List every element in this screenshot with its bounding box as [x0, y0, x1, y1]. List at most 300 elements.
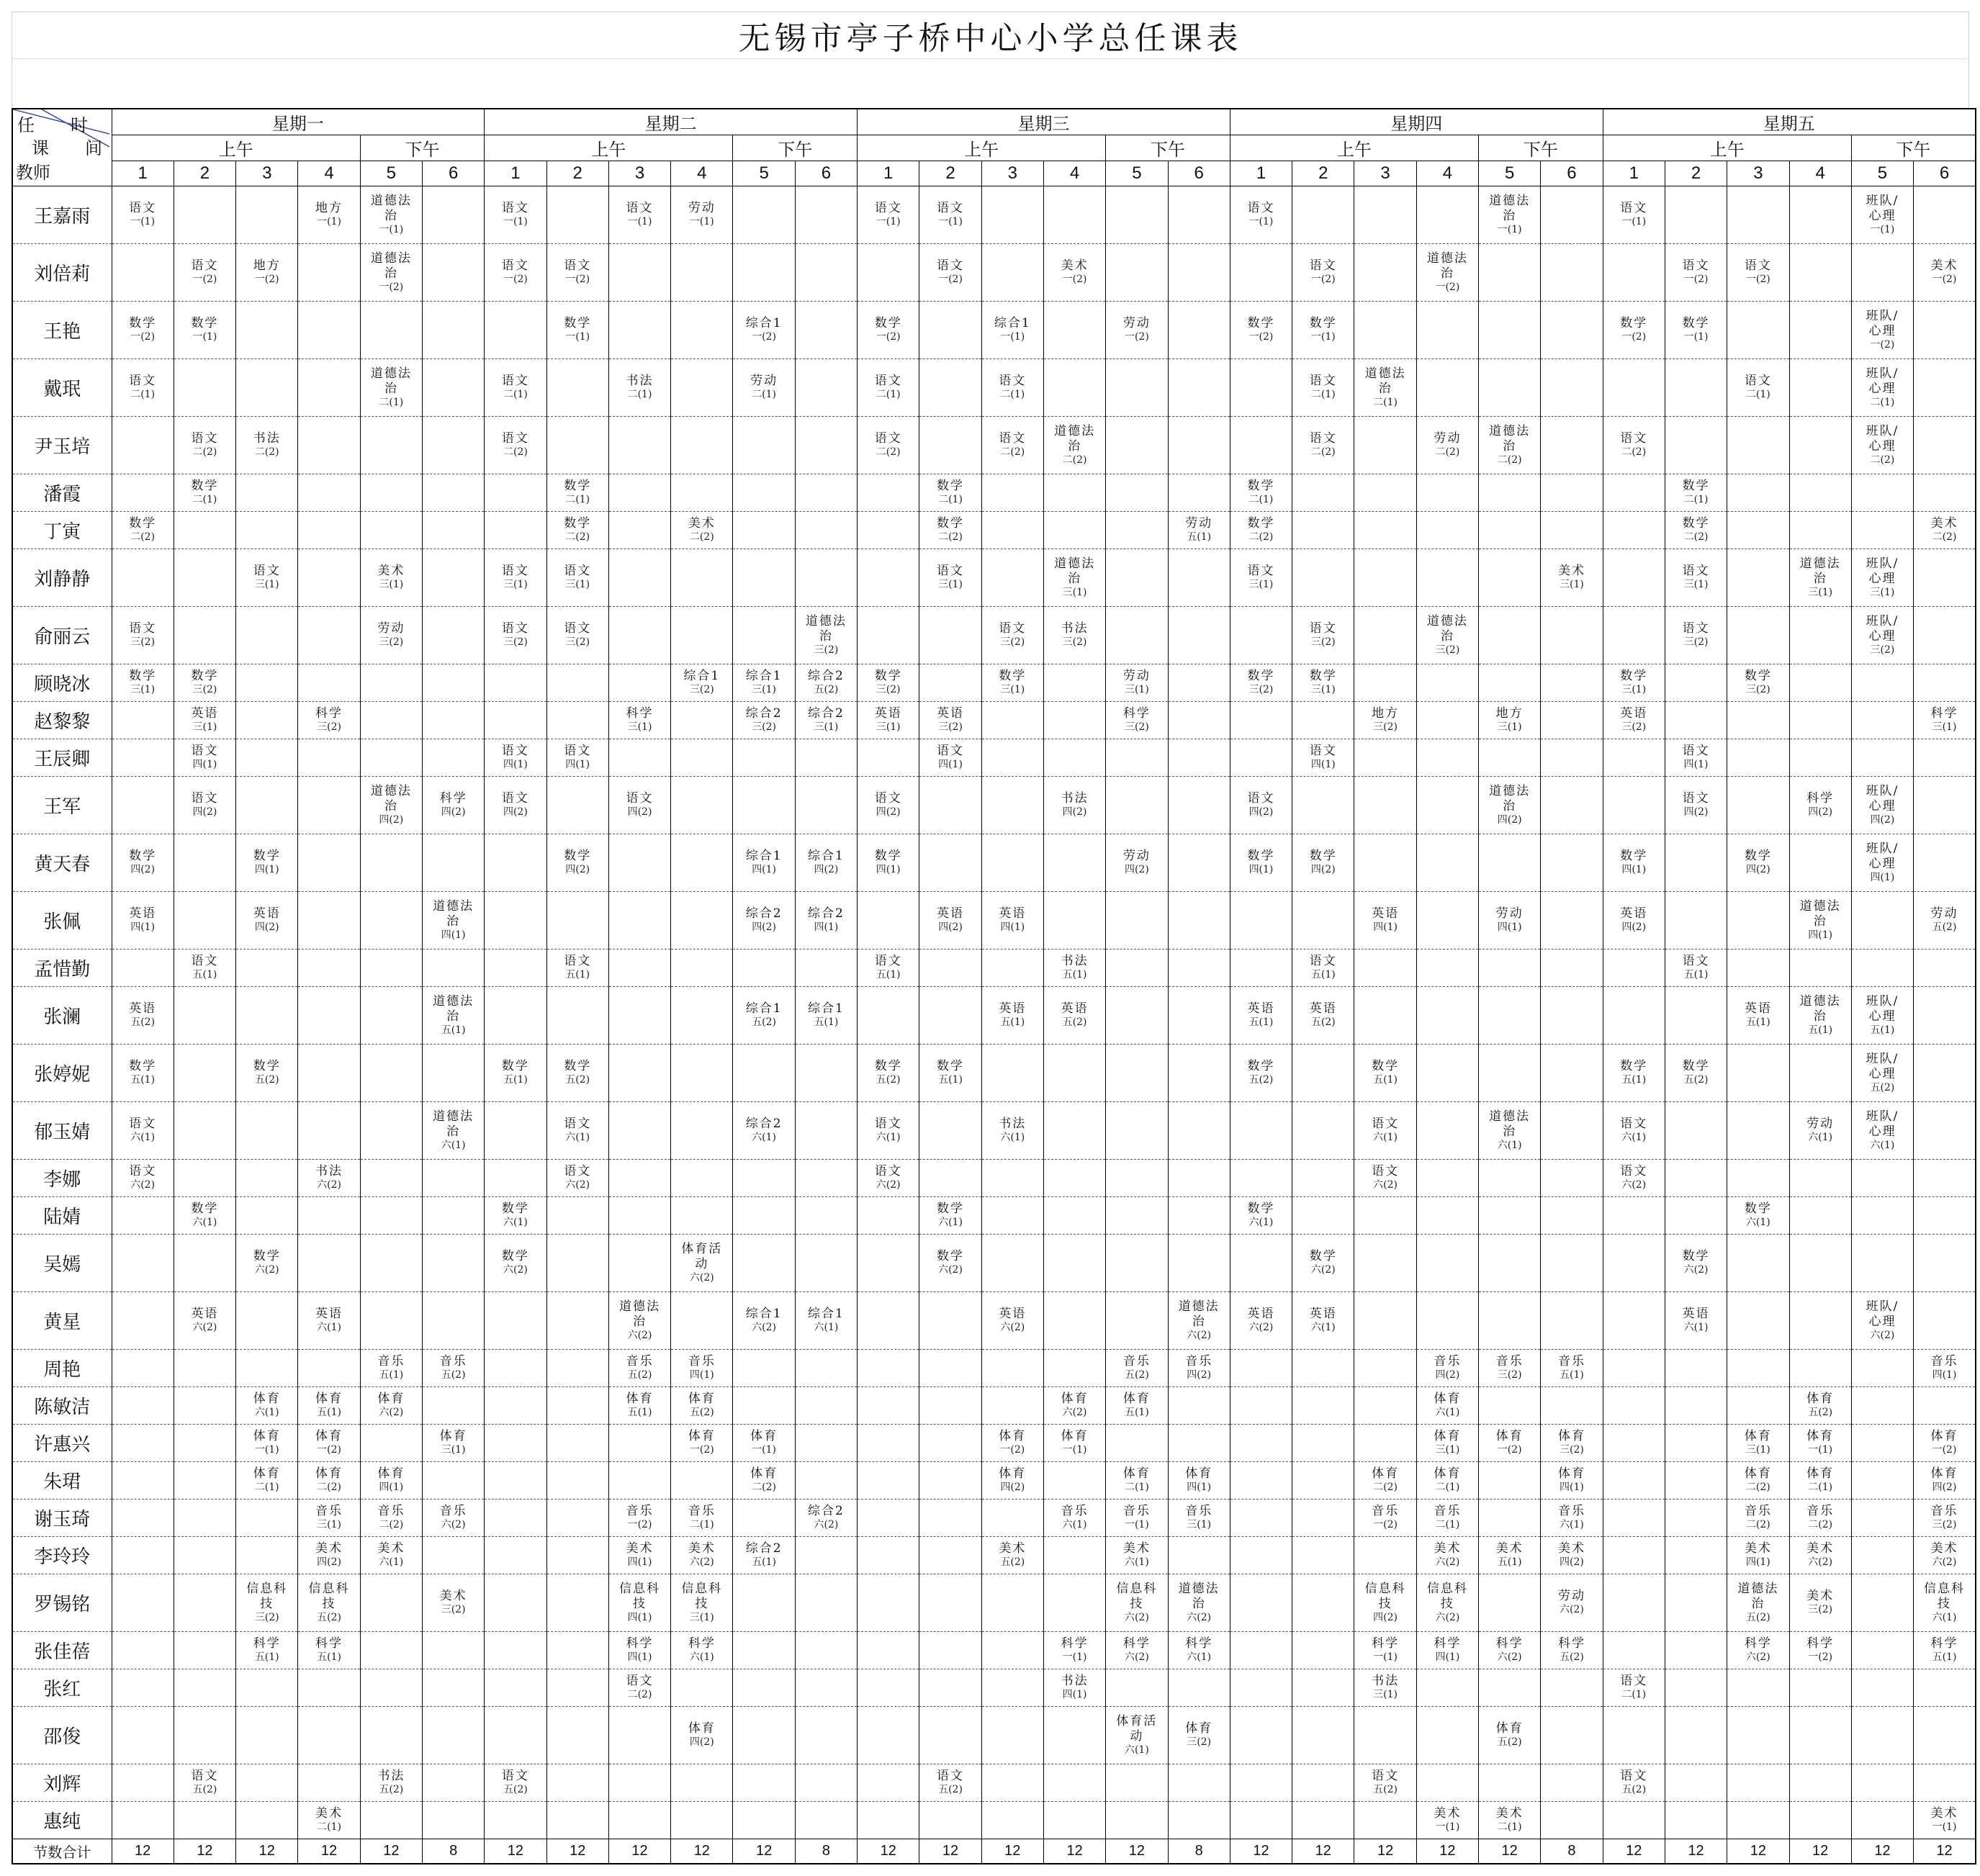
- schedule-cell: [1479, 417, 1541, 474]
- schedule-cell: [1914, 1045, 1976, 1102]
- schedule-cell: [422, 1292, 484, 1350]
- schedule-cell: [360, 1764, 422, 1802]
- schedule-cell: [546, 417, 608, 474]
- teacher-row: [12, 702, 1976, 739]
- schedule-cell: [1541, 1102, 1603, 1160]
- schedule-cell: [981, 1235, 1043, 1292]
- subject-label: 数学: [874, 1059, 902, 1074]
- total-cell: 12: [1230, 1839, 1292, 1864]
- schedule-cell: [1479, 702, 1541, 739]
- schedule-cell: [485, 1235, 546, 1292]
- class-label: 三(2): [192, 684, 217, 696]
- schedule-cell: [1416, 1160, 1478, 1197]
- schedule-cell: [733, 1537, 795, 1574]
- subject-label: 班队/: [1866, 308, 1899, 323]
- schedule-cell: [174, 1197, 235, 1235]
- subject-label: 数学: [1744, 849, 1772, 864]
- subject-label: 语文: [1372, 1117, 1400, 1132]
- class-label: 五(1): [1560, 1369, 1584, 1381]
- schedule-cell: [608, 474, 670, 512]
- schedule-cell: [1416, 549, 1478, 607]
- teacher-name: 罗锡铭: [12, 1574, 112, 1632]
- class-label: 四(2): [689, 1736, 714, 1749]
- schedule-cell: [733, 1707, 795, 1764]
- schedule-cell: [671, 1669, 733, 1707]
- schedule-cell: [485, 512, 546, 549]
- class-label: 三(1): [317, 1519, 341, 1531]
- teacher-row: [12, 834, 1976, 892]
- schedule-cell: [919, 302, 981, 359]
- schedule-cell: [112, 1102, 174, 1160]
- schedule-cell: [1043, 1350, 1105, 1387]
- schedule-cell: [1230, 1387, 1292, 1425]
- subject-label: 数学: [1620, 316, 1648, 331]
- subject-label: 数学: [874, 849, 902, 864]
- schedule-cell: [858, 777, 919, 834]
- schedule-cell: [298, 1462, 360, 1500]
- schedule-cell: [360, 1500, 422, 1537]
- class-label: 一(1): [317, 216, 341, 228]
- schedule-cell: [1541, 474, 1603, 512]
- schedule-cell: [112, 1387, 174, 1425]
- schedule-cell: [112, 1632, 174, 1669]
- schedule-cell: [1603, 1350, 1665, 1387]
- schedule-cell: [733, 892, 795, 950]
- teacher-row: [12, 739, 1976, 777]
- schedule-cell: [1914, 549, 1976, 607]
- schedule-cell: [1230, 244, 1292, 302]
- subject-label: 美术: [1495, 1541, 1524, 1556]
- subject-label: 信息科: [1364, 1581, 1406, 1596]
- class-label: 三(1): [1683, 579, 1709, 591]
- subject-label: 英语: [1247, 1001, 1275, 1016]
- subject-label: 语文: [626, 1674, 654, 1689]
- schedule-cell: [1914, 1102, 1976, 1160]
- subject-label: 体育: [1185, 1721, 1213, 1736]
- schedule-cell: [174, 1350, 235, 1387]
- class-label: 一(1): [752, 1444, 777, 1456]
- subject-label: 技: [695, 1596, 709, 1611]
- teacher-name: 尹玉培: [12, 417, 112, 474]
- schedule-cell: [1665, 664, 1727, 702]
- subject-label: 数学: [1682, 1249, 1710, 1264]
- morning-header: 上午: [485, 135, 733, 161]
- schedule-cell: [485, 1292, 546, 1350]
- schedule-cell: [795, 607, 857, 664]
- subject-label: 班队/: [1866, 556, 1899, 571]
- schedule-cell: [174, 1045, 235, 1102]
- subject-label: 数学: [937, 516, 964, 531]
- teacher-name: 张佳蓓: [12, 1632, 112, 1669]
- schedule-cell: [1416, 1707, 1478, 1764]
- schedule-cell: [236, 1197, 298, 1235]
- schedule-cell: [1603, 1102, 1665, 1160]
- period-header: 5: [1479, 161, 1541, 186]
- schedule-cell: [546, 1764, 608, 1802]
- class-label: 六(2): [1187, 1612, 1212, 1623]
- class-label: 五(2): [1310, 1016, 1336, 1029]
- subject-label: 地方: [253, 258, 281, 274]
- schedule-cell: [1541, 777, 1603, 834]
- schedule-cell: [1043, 987, 1105, 1045]
- schedule-cell: [1479, 1102, 1541, 1160]
- schedule-cell: [1541, 1669, 1603, 1707]
- schedule-cell: [1789, 1802, 1851, 1839]
- subject-label: 科学: [1806, 791, 1835, 806]
- teacher-name: 王艳: [12, 302, 112, 359]
- schedule-cell: [1292, 892, 1354, 950]
- total-cell: 12: [1416, 1839, 1478, 1864]
- schedule-cell: [174, 834, 235, 892]
- teacher-name: 陆婧: [12, 1197, 112, 1235]
- schedule-cell: [298, 1574, 360, 1632]
- schedule-cell: [919, 512, 981, 549]
- class-label: 一(2): [1248, 331, 1274, 343]
- schedule-cell: [1541, 1425, 1603, 1462]
- subject-label: 美术: [377, 1541, 405, 1556]
- schedule-cell: [981, 186, 1043, 244]
- schedule-cell: [1851, 1632, 1913, 1669]
- subject-label: 音乐: [1185, 1504, 1213, 1519]
- class-label: 六(2): [1435, 1556, 1460, 1569]
- schedule-cell: [422, 987, 484, 1045]
- schedule-cell: [546, 244, 608, 302]
- schedule-cell: [112, 1197, 174, 1235]
- subject-label: 体育: [1930, 1429, 1958, 1444]
- class-label: 一(2): [1932, 1444, 1957, 1456]
- subject-label: 信息科: [619, 1581, 661, 1596]
- class-label: 六(2): [1187, 1330, 1212, 1341]
- subject-label: 美术: [1806, 1541, 1835, 1556]
- schedule-cell: [236, 987, 298, 1045]
- class-label: 二(1): [192, 494, 217, 506]
- day-header: 星期一: [112, 109, 485, 135]
- period-header: 5: [360, 161, 422, 186]
- schedule-cell: [422, 834, 484, 892]
- schedule-cell: [981, 1350, 1043, 1387]
- subject-label: 美术: [688, 1541, 716, 1556]
- schedule-cell: [1043, 1537, 1105, 1574]
- subject-label: 综合1: [745, 849, 783, 864]
- subject-label: 数学: [1372, 1059, 1400, 1074]
- schedule-cell: [1416, 950, 1478, 987]
- subject-label: 技: [1440, 1596, 1454, 1611]
- schedule-cell: [1043, 664, 1105, 702]
- schedule-cell: [1354, 1387, 1416, 1425]
- schedule-cell: [1914, 1387, 1976, 1425]
- subject-label: 体育: [750, 1429, 778, 1444]
- schedule-cell: [608, 1500, 670, 1537]
- class-label: 一(1): [1870, 224, 1895, 235]
- schedule-cell: [174, 1462, 235, 1500]
- schedule-cell: [422, 1387, 484, 1425]
- class-label: 五(1): [503, 1074, 528, 1086]
- schedule-cell: [298, 1160, 360, 1197]
- schedule-cell: [671, 1387, 733, 1425]
- schedule-cell: [1106, 359, 1168, 417]
- schedule-cell: [485, 302, 546, 359]
- schedule-cell: [608, 1574, 670, 1632]
- schedule-cell: [1230, 1235, 1292, 1292]
- schedule-cell: [1292, 302, 1354, 359]
- subject-label: 语文: [874, 1164, 902, 1179]
- class-label: 四(2): [379, 814, 404, 826]
- schedule-cell: [174, 987, 235, 1045]
- period-header: 2: [174, 161, 235, 186]
- subject-label: 语文: [1247, 201, 1275, 216]
- subject-label: 数学: [564, 479, 592, 494]
- subject-label: 信息科: [246, 1581, 288, 1596]
- schedule-cell: [422, 892, 484, 950]
- subject-label: 语文: [129, 201, 157, 216]
- schedule-cell: [1168, 1802, 1230, 1839]
- schedule-cell: [858, 892, 919, 950]
- schedule-cell: [485, 1197, 546, 1235]
- schedule-cell: [1541, 1764, 1603, 1802]
- class-label: 二(1): [1435, 1519, 1460, 1531]
- class-label: 五(2): [1808, 1407, 1833, 1419]
- subject-label: 信息科: [681, 1581, 723, 1596]
- subject-label: 语文: [564, 744, 592, 759]
- subject-label: 语文: [1744, 258, 1772, 274]
- schedule-cell: [1043, 1160, 1105, 1197]
- schedule-cell: [1665, 607, 1727, 664]
- class-label: 六(2): [876, 1179, 901, 1191]
- schedule-cell: [1043, 739, 1105, 777]
- schedule-cell: [919, 549, 981, 607]
- schedule-cell: [795, 1632, 857, 1669]
- subject-label: 语文: [564, 1117, 592, 1132]
- class-label: 五(1): [254, 1651, 279, 1664]
- schedule-cell: [1851, 1235, 1913, 1292]
- schedule-cell: [1168, 1387, 1230, 1425]
- class-label: 二(2): [1621, 446, 1647, 459]
- schedule-cell: [1665, 1764, 1727, 1802]
- schedule-cell: [1230, 1102, 1292, 1160]
- subject-label: 综合1: [745, 316, 783, 331]
- schedule-cell: [1354, 664, 1416, 702]
- schedule-cell: [546, 1574, 608, 1632]
- class-label: 二(2): [1683, 531, 1709, 544]
- class-label: 二(1): [254, 1482, 279, 1494]
- subject-label: 道德法: [1489, 1109, 1531, 1124]
- schedule-cell: [1665, 1425, 1727, 1462]
- schedule-cell: [1603, 1387, 1665, 1425]
- subject-label: 班队/: [1866, 1109, 1899, 1124]
- schedule-cell: [1168, 1632, 1230, 1669]
- class-label: 三(1): [1932, 721, 1957, 734]
- schedule-cell: [795, 834, 857, 892]
- subject-label: 语文: [1309, 431, 1337, 446]
- schedule-cell: [1789, 1292, 1851, 1350]
- subject-label: 数学: [129, 516, 157, 531]
- schedule-cell: [1168, 186, 1230, 244]
- schedule-cell: [112, 1462, 174, 1500]
- subject-label: 综合1: [808, 1307, 845, 1322]
- schedule-cell: [1541, 244, 1603, 302]
- schedule-cell: [919, 1350, 981, 1387]
- schedule-cell: [1168, 1045, 1230, 1102]
- period-header: 6: [1914, 161, 1976, 186]
- schedule-cell: [919, 739, 981, 777]
- schedule-cell: [1106, 1197, 1168, 1235]
- class-label: 一(1): [379, 224, 404, 235]
- class-label: 二(1): [1683, 494, 1709, 506]
- subject-label: 数学: [501, 1201, 529, 1217]
- schedule-cell: [981, 1632, 1043, 1669]
- schedule-cell: [858, 1574, 919, 1632]
- schedule-cell: [1914, 1537, 1976, 1574]
- schedule-cell: [1665, 739, 1727, 777]
- class-label: 五(2): [379, 1784, 404, 1796]
- schedule-cell: [236, 777, 298, 834]
- schedule-cell: [1665, 1292, 1727, 1350]
- schedule-cell: [671, 607, 733, 664]
- schedule-cell: [174, 777, 235, 834]
- subject-label: 数学: [1309, 849, 1337, 864]
- subject-label: 治: [1503, 798, 1517, 813]
- schedule-cell: [671, 1292, 733, 1350]
- total-cell: 8: [422, 1839, 484, 1864]
- schedule-cell: [1168, 987, 1230, 1045]
- schedule-cell: [1416, 664, 1478, 702]
- teacher-row: [12, 1764, 1976, 1802]
- subject-label: 科学: [1122, 706, 1151, 721]
- schedule-cell: [1479, 1425, 1541, 1462]
- class-label: 五(2): [1621, 1784, 1647, 1796]
- schedule-cell: [298, 950, 360, 987]
- schedule-cell: [1354, 302, 1416, 359]
- schedule-cell: [1106, 1802, 1168, 1839]
- schedule-cell: [1603, 950, 1665, 987]
- schedule-cell: [1914, 302, 1976, 359]
- schedule-cell: [1603, 739, 1665, 777]
- subject-label: 语文: [874, 791, 902, 806]
- schedule-cell: [919, 1160, 981, 1197]
- schedule-cell: [1292, 987, 1354, 1045]
- schedule-cell: [981, 1045, 1043, 1102]
- period-header: 5: [1106, 161, 1168, 186]
- schedule-cell: [422, 1045, 484, 1102]
- schedule-cell: [919, 1462, 981, 1500]
- subject-label: 数学: [129, 669, 157, 684]
- schedule-cell: [546, 1350, 608, 1387]
- schedule-cell: [112, 1350, 174, 1387]
- schedule-cell: [1292, 1102, 1354, 1160]
- class-label: 三(2): [1621, 721, 1647, 734]
- subject-label: 道德法: [1364, 366, 1406, 381]
- teacher-name: 刘倍莉: [12, 244, 112, 302]
- class-label: 一(1): [1497, 224, 1522, 235]
- subject-label: 语文: [937, 744, 964, 759]
- class-label: 一(2): [689, 1444, 714, 1456]
- schedule-cell: [485, 702, 546, 739]
- subject-label: 美术: [1434, 1806, 1462, 1821]
- schedule-cell: [1479, 664, 1541, 702]
- schedule-cell: [1230, 1574, 1292, 1632]
- schedule-cell: [733, 664, 795, 702]
- schedule-cell: [546, 1197, 608, 1235]
- class-label: 四(2): [1621, 921, 1647, 934]
- schedule-cell: [795, 1102, 857, 1160]
- subject-label: 综合2: [808, 906, 845, 921]
- schedule-cell: [981, 1669, 1043, 1707]
- schedule-cell: [1727, 359, 1789, 417]
- subject-label: 数学: [1247, 849, 1275, 864]
- day-header: 星期二: [485, 109, 858, 135]
- class-label: 六(2): [254, 1264, 279, 1276]
- class-label: 四(1): [627, 1612, 652, 1623]
- schedule-cell: [733, 607, 795, 664]
- schedule-cell: [1043, 1802, 1105, 1839]
- schedule-cell: [1914, 1235, 1976, 1292]
- period-header: 1: [1230, 161, 1292, 186]
- schedule-cell: [1851, 834, 1913, 892]
- schedule-cell: [1106, 1574, 1168, 1632]
- class-label: 五(2): [565, 1074, 590, 1086]
- subject-label: 数学: [1682, 316, 1710, 331]
- schedule-cell: [1479, 1045, 1541, 1102]
- period-header: 2: [1292, 161, 1354, 186]
- subject-label: 数学: [1247, 479, 1275, 494]
- schedule-cell: [236, 664, 298, 702]
- schedule-cell: [858, 1425, 919, 1462]
- schedule-cell: [1354, 1537, 1416, 1574]
- subject-label: 科学: [1744, 1636, 1772, 1651]
- class-label: 六(1): [1124, 1556, 1149, 1569]
- schedule-cell: [1043, 607, 1105, 664]
- schedule-cell: [919, 1707, 981, 1764]
- class-label: 四(1): [627, 1651, 652, 1664]
- schedule-cell: [1603, 664, 1665, 702]
- subject-label: 体育: [688, 1429, 716, 1444]
- schedule-cell: [1354, 244, 1416, 302]
- schedule-cell: [1665, 1632, 1727, 1669]
- class-label: 四(2): [1373, 1612, 1398, 1623]
- schedule-cell: [671, 987, 733, 1045]
- class-label: 六(1): [379, 1556, 404, 1569]
- schedule-cell: [1479, 1350, 1541, 1387]
- class-label: 三(1): [1062, 587, 1087, 598]
- schedule-cell: [1851, 1045, 1913, 1102]
- schedule-cell: [360, 1387, 422, 1425]
- schedule-cell: [1479, 1292, 1541, 1350]
- schedule-cell: [1416, 1045, 1478, 1102]
- schedule-cell: [422, 1500, 484, 1537]
- schedule-cell: [360, 1462, 422, 1500]
- schedule-cell: [795, 1707, 857, 1764]
- subject-label: 综合2: [808, 706, 845, 721]
- class-label: 四(1): [689, 1369, 714, 1381]
- subject-label: 科学: [626, 1636, 654, 1651]
- period-header: 5: [1851, 161, 1913, 186]
- schedule-cell: [981, 1160, 1043, 1197]
- subject-label: 数学: [191, 479, 219, 494]
- schedule-cell: [1789, 1235, 1851, 1292]
- subject-label: 体育: [750, 1466, 778, 1482]
- subject-label: 美术: [626, 1541, 654, 1556]
- class-label: 五(1): [1310, 969, 1336, 981]
- schedule-cell: [1354, 1632, 1416, 1669]
- schedule-cell: [1168, 1669, 1230, 1707]
- teacher-name: 赵黎黎: [12, 702, 112, 739]
- class-label: 四(1): [130, 921, 156, 934]
- schedule-cell: [298, 892, 360, 950]
- schedule-cell: [1727, 244, 1789, 302]
- subject-label: 科学: [315, 706, 343, 721]
- schedule-cell: [981, 892, 1043, 950]
- subject-label: 语文: [191, 791, 219, 806]
